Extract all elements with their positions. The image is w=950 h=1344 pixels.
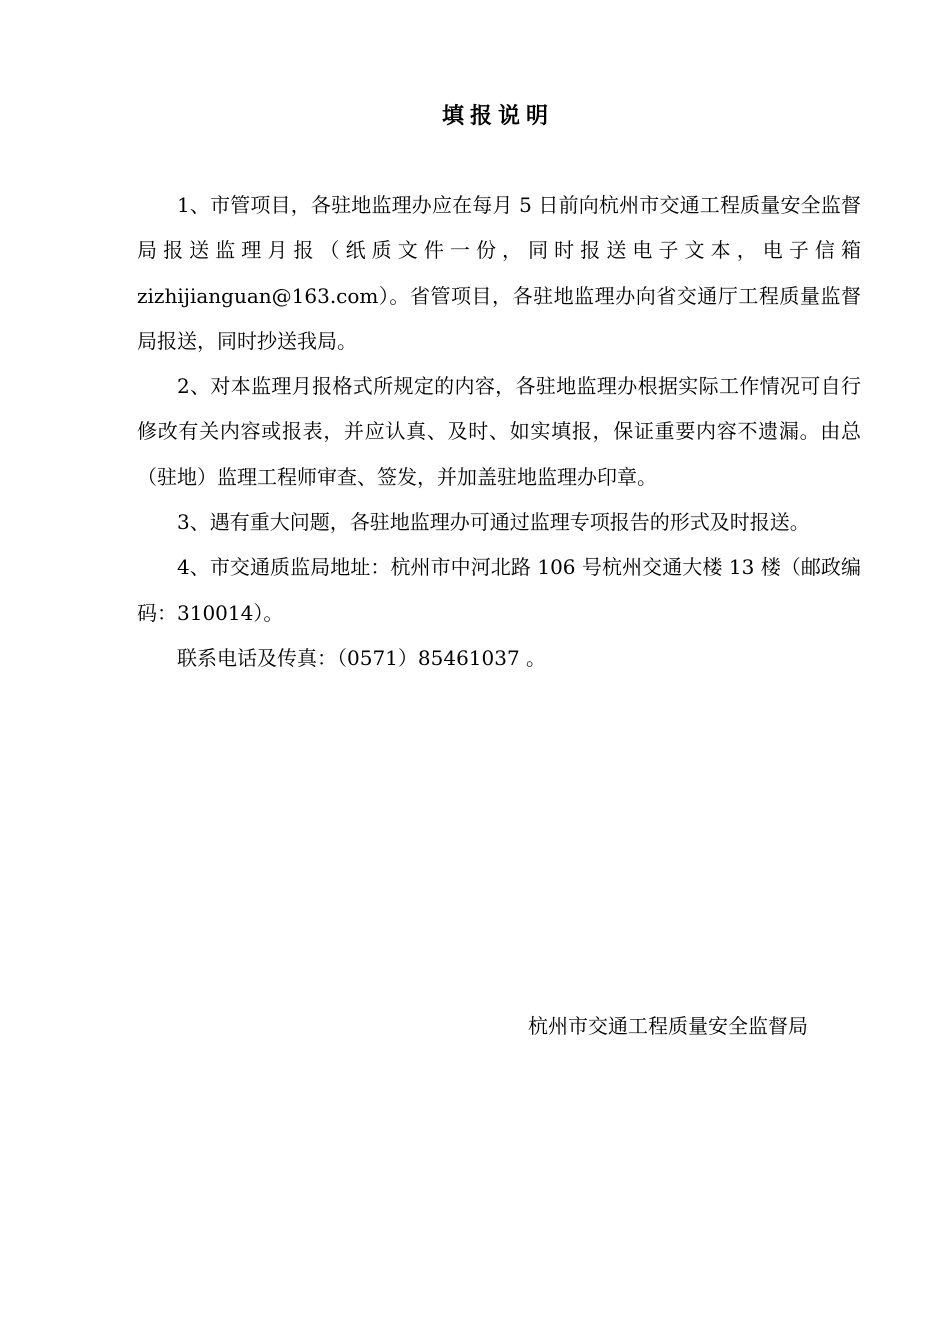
paragraph-3: 3、遇有重大问题，各驻地监理办可通过监理专项报告的形式及时报送。 (177, 510, 810, 535)
paragraph-4: 4、市交通质监局地址：杭州市中河北路 106 号杭州交通大楼 13 楼（邮政编码：310014）。 (137, 555, 861, 625)
paragraph-2: 2、对本监理月报格式所规定的内容，各驻地监理办根据实际工作情况可自行修改有关内容或报表，并应认真、及时、如实填报，保证重要内容不遗漏。由总（驻地）监理工程师审查、签发，并加盖驻地监理办印章。 (137, 374, 861, 489)
signature-organization: 杭州市交通工程质量安全监督局 (528, 1014, 808, 1038)
document-body (137, 183, 861, 681)
document-title: 填报说明 (441, 103, 554, 129)
contact-line: 联系电话及传真：（0571）85461037 。 (177, 645, 547, 670)
paragraph-1: 1、市管项目，各驻地监理办应在每月 5 日前向杭州市交通工程质量安全监督局报送监理月报（纸质文件一份，同时报送电子文本，电子信箱 zizhijianguan@163.com）。省管项目，各驻地监理办向省交通厅工程质量监督局报送，同时抄送我局。 (137, 193, 861, 353)
